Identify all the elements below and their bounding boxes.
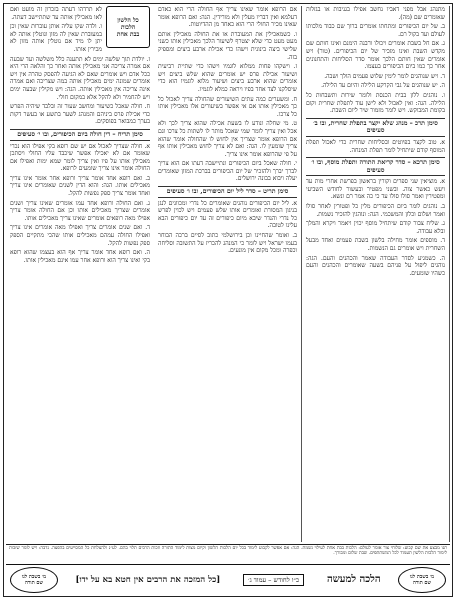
- paragraph: ד. מוספים אומר מחילה בלשון בשבת פעמים ואחד מבעל השחרית ויש אומרים גם הנשמות.: [306, 237, 445, 253]
- paragraph: ב. של יום הכיפורים ומתחתו אומרים ברוך שם כבוד מלכותו לעולם ועד בקול רם.: [306, 23, 445, 38]
- paragraph: ט. מי שחלה ונודע לו בשעת אכילה שהוא צריך לכך ולא אכל ואין צריך לומר שמי שאכל מותר לו לשתות כל צרכו וגם אם הרופא אומר שצריך אין לחוש לו שהחולה אומר שהוא צריך שומעין לו. הגה: ואם לא צריך לחוש מאכילין אותו אף על פי שהרופא אומר אינו צריך.: [158, 120, 297, 158]
- document-page: [3, 3, 453, 597]
- emblem-stamp: [398, 567, 446, 593]
- stamp-line-1: מ׳ בשבת לנו: [409, 573, 435, 580]
- paragraph: ד. ויש שנוהגים לומר לימין שלוש פעמים הולך ושבה.: [324, 72, 445, 80]
- paragraph: א. מוציאין שני ספרים וקורין בראשון בפרשת אחרי מות עד ויעש כאשר צוה. ובשני מפטיר ובעשור לחודש השביעי ומפטירין ואמר סולו סולו עד כי כה אמר רם ונשא.: [306, 178, 445, 201]
- paragraph: ד. ואם שנים אומרים צריך ואפילו מאה אומרים אינו צריך ואפילו החולה עמהם מאכילים אותו שהכי מתקיים הספק ספק נפשות להקל.: [10, 224, 150, 247]
- logo-badge: [106, 6, 150, 48]
- section-heading: סימן תריח – דין חולה ביום הכיפורים, ובו י׳ סעיפים: [10, 129, 150, 141]
- paragraph: א. ליל יום הכיפורים נוהגים שאומרים כל נדרי ומכוונים לנגן בניגון המסורת ואומרים אותו שלש פעמים ויש לכוין לפרש כל נדרי והנדר שיבא מיום כיפורים זה עד יום כיפורים הבא עלינו לטובה.: [158, 199, 297, 230]
- paragraph: ג. אם חל בשבת אומרים ויכולו ורבנה הימנם ואינו חותם שם מקדש השבת ואינו מזכיר של יום הכיפורים. (טור) ויש אומרים שאין חותם הלכך אומר סדר הסליחות והתחנונים אחר כך כמו ביום הכיפורים בעצמו.: [306, 40, 445, 71]
- paragraph: מתנהג אבל מפני דאביו נחשב אפילו בגניבות או בגזלות שאומרים שם (מה).: [306, 6, 445, 21]
- logo-line-3: בבת אחת: [116, 30, 140, 38]
- paragraph: ו. כשמאכילין את המעוברת או את החולה מאכילין אותם מעט מעט כדי שלא יצטרף לשיעור הלכך מאכילין אותו כשני שלישי ביצה בינונית וישהו כדי אכילת ארבע ביצים ומספיק בזה.: [158, 30, 297, 61]
- logo-line-1: כל הלשון: [117, 16, 139, 24]
- paragraph: ז. יולדת תוך שלשה ימים לא תתענה כלל משלשה ועד שבעה אם אמרה צריכה אני מאכילין אותה ואחר כך והלאה הרי היא ככל אדם ויש אומרים שאם לא הגיעה להפסק טהרה אין ויש אומרים שמונה ימים מאכילין אותה במה שצריכה ואם אמרה אינה צריכה אין מאכילין אותה. הגה: ויש מקילין שבעה ימים ויש להחמיר ולא להקל אלא במקום חולי.: [10, 55, 150, 101]
- footer-title: הלכה למעשה: [326, 574, 381, 585]
- footer-slogan: [כל המזכה את הרבים אין חטא בא על ידו]: [75, 575, 221, 585]
- section-heading: סימן תריט – סדר ליל יום הכיפורים, ובו ו׳ סעיפים: [158, 186, 297, 198]
- paragraph: ב. ואומר שהחיינו וכן בירושלמי כתוב לסיים ברכה הבוחר בעמו ישראל ויש לומר כי המנהג להכריז על התשובה וסליחה וכפרה ומכל מקום אין מונעים.: [158, 232, 297, 255]
- paragraph: ז. וישקהו פחות ממלוא לוגמיו וישהו כדי שתיית רביעית ושיעור אכילת פרס יש אומרים שהוא שלש ביצים ויש אומרים שהוא ארבע ביצים ושיעור מלוא לוגמיו הוא כדי שיסלקנו לצד אחד בפיו ויראה כמלא לוגמיו.: [158, 63, 297, 93]
- paragraph: א. חולה שצריך לאכול אם יש שם רופא בקי אפילו הוא נכרי שאומר אם לא יאכילו אפשר שיכבד עליו החולי ויסתכן מאכילין אותו על פיו ואין צריך לומר שמא ימות ואפילו אם החולה אומר אינו צריך שומעים לרופא.: [10, 142, 150, 173]
- footer-center: [58, 574, 398, 586]
- paragraph: לא תרדהו דעתה בזכרון זה מועט ואם לאו מאכילין אותה עד שתתיישב דעתה.: [10, 6, 102, 21]
- column-middle: [154, 6, 302, 542]
- paragraph: ג. שליח צבור קודם שיתחיל מוסף יכוין ויאמר ויקרא והמלך ובלא עבודה.: [306, 220, 445, 235]
- paragraph: ה. יש שנוהגים על גבי הקרקע הלילה והיום עד הלילה.: [321, 82, 445, 90]
- emblem-stamp-left: [10, 567, 58, 593]
- paragraph: ג. ואם החולה ורופא אחד עמו אומרים שאינו צריך ושנים אומרים שצריך מאכילים אותו וכן אם החולה אומר צריך אפילו מאה רופאים אומרים שאינו צריך מאכילים אותו.: [10, 199, 150, 222]
- paragraph: ב. ואם רופא אחד אומר צריך ורופא אחר אומר אינו צריך מאכילים אותו. הגה: והוא הדין לשנים שאומרים אינו צריך ואחד אומר צריך ספק נפשות להקל.: [10, 174, 150, 198]
- page-footer: [6, 564, 450, 594]
- paragraph: ח. ומשערים כמה עתים השיעורים שהחולה צריך לאכול כל כך מאכילין אותו אם אי אפשר בשיעורים אלו מאכילין אותו כל צרכו.: [158, 95, 297, 118]
- logo-line-2: הלכות: [120, 23, 136, 31]
- section-heading: סימן תרכ – מנהג שלא יקצר בתפלת שחרית, ובו ב׳ סעיפים: [306, 118, 445, 137]
- stamp-line-2: שם תורה: [412, 579, 432, 586]
- paragraph: י. חולה שאכל ביום הכיפורים ונתיישבה דעתו אם הוא צריך לברך יברך ולהזכיר של יום הכיפורים בברכת המזון שאומרים יעלה ויבוא בבונה ירושלים.: [158, 160, 297, 183]
- text-columns: [6, 6, 450, 542]
- notice-strip: תנו מבצע את שם קבוע: שלוחי צור אומר לעולם: הלכות בבת אחת לעילוי נשמת. הגה: אם אפשר לקבוע לימוד בכל יום הלכות הלשון וקיום מצות לימוד התורה וזכות הרבים תלוי בהם. לע״נ ולהצלחת כל המסייעים בהפצה. נדבה: ויש לומר שזכות לימוד הלכות הלשון תעמוד לכל המשתתפים. שבת שלום ומבורך.: [6, 544, 450, 564]
- paragraph: ו. ולדה שקו עליה אותן עוברות שאין וכן במעוברת שאין לה מזון ונוטלין אותה לא יתן לו מיד אם נוטלין אותה מזון לא מכירין אותו.: [10, 23, 102, 53]
- section-heading: סימן תרכא – סדר קריאת התורה ותפלת מוסף, ובו ו׳ סעיפים: [306, 157, 445, 176]
- stamp-line-2: שם תורה: [24, 579, 44, 586]
- stamp-line-1: מ׳ בשבת לנו: [21, 573, 47, 580]
- paragraph: ח. חולה שאכל כשיעור ומחשב שעור זה ובלבד שיהיה הפרש כדי אכילת פרס ביניהם והמנהג לשער בתשע או בעשר דקות בערך כמבואר בפוסקים.: [10, 103, 150, 126]
- paragraph: ב. נוהגים לומר ביום הכיפורים מלין כל ופטורין לאחר סולו ואמר ושלום וכלון והמשכמי. הגה: ונוהגין להזכיר נשמות.: [306, 203, 445, 218]
- paragraph: ו. נוהגים ללון בבית הכנסת ולומר שירות ותשבחות כל הלילה. הגה: ואין לאכול ולא לישן עוד לתפלת שחרית וקום בקומת המבוקש. ויש לומר מזמור שיר ליום השבת.: [306, 91, 445, 115]
- paragraph: ה. ואם רופא אחד אומר צריך אף הוא בעצמו שהוא רופא בקי ואינו צריך הוא ורופא אחר עמו אינם מאכילין אותו.: [10, 249, 150, 264]
- paragraph: א. טוב לקצר בפיוטים ובסליחות שחרית כדי לאכול תפלת המוסף קודם שיתחיל לומר תפלת המנחה.: [306, 138, 445, 154]
- paragraph: ה. כשמגיע לסדר העבודה שאמר והכהנים והעם. הגה: נוהגים ליפול על פניהם בשעה שאומרים והכהנים והעם כשהיו שומעים.: [306, 254, 445, 277]
- paragraph: אם הרופא אומר שאינו צריך אף החולה הרי הוא כאדם דעלמא ואין דבריו מעלין ולא מורידין. הגה: ואם הרופא אומר שאינו מכיר החולי הרי הוא כאחד מן ההדיוטות.: [158, 6, 297, 29]
- column-right: [6, 6, 154, 542]
- column-left: [302, 6, 450, 542]
- footer-page-label: כ״ו לחודש – עמוד ג׳: [243, 574, 304, 586]
